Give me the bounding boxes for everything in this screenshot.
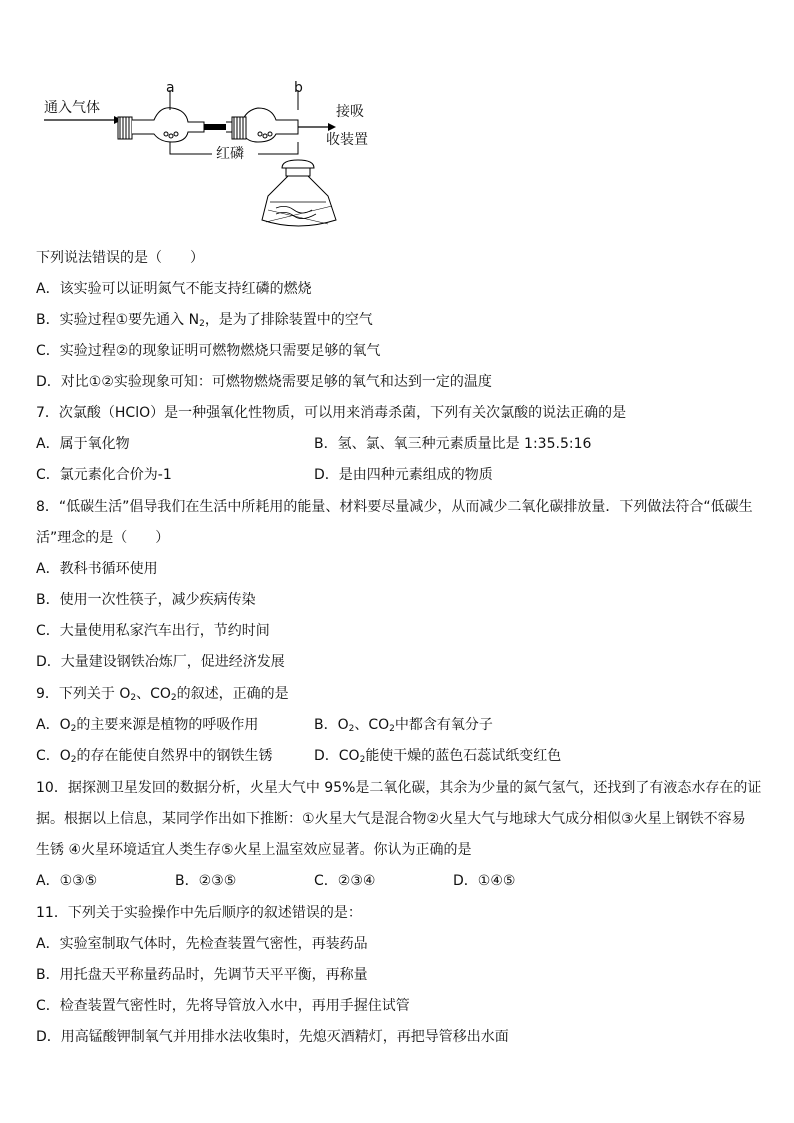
q8-option-a: A．教科书循环使用: [36, 561, 158, 577]
q10-option-b: B．②③⑤: [175, 873, 237, 889]
q10-option-c: C．②③④: [314, 873, 376, 889]
q11-option-b: B．用托盘天平称量药品时，先调节天平平衡，再称量: [36, 967, 368, 983]
q6-option-c: C．实验过程②的现象证明可燃物燃烧只需要足够的氧气: [36, 343, 381, 359]
q9-c-post: 的存在能使自然界中的钢铁生锈: [76, 748, 273, 764]
q10-stem-line-1: 10．据探测卫星发回的数据分析，火星大气中 95%是二氧化碳，其余为少量的氮气氢气，还找到了有液态水存在的证: [36, 780, 762, 796]
q7-option-a: A．属于氧化物: [36, 436, 130, 452]
q9-b-mid: 、CO: [354, 717, 390, 733]
q10-option-d: D．①④⑤: [453, 873, 516, 889]
q9-d-post: 能使干燥的蓝色石蕊试纸变红色: [365, 748, 562, 764]
outlet-label-1: 接吸: [336, 104, 364, 120]
q9-b-pre: B．O: [314, 717, 349, 733]
q6-option-a: A．该实验可以证明氮气不能支持红磷的燃烧: [36, 281, 312, 297]
q9-d-sub: 2: [359, 755, 366, 765]
q8-stem-line-1: 8．“低碳生活”倡导我们在生活中所耗用的能量、材料要尽量减少，从而减少二氧化碳排放量．下列做法符合“低碳生: [36, 499, 753, 515]
q9-stem-post: 的叙述，正确的是: [176, 686, 289, 702]
q10-stem-line-2: 据。根据以上信息，某同学作出如下推断：①火星大气是混合物②火星大气与地球大气成分相似③火星上钢铁不容易: [36, 811, 746, 827]
q11-stem: 11．下列关于实验操作中先后顺序的叙述错误的是：: [36, 905, 362, 921]
q9-b-sub-2: 2: [389, 724, 395, 734]
q9-option-b: [314, 715, 493, 735]
q9-b-post: 中都含有氧分子: [394, 717, 493, 733]
q8-stem-line-2: 活”理念的是（ ）: [36, 530, 170, 546]
outlet-label-2: 收装置: [326, 132, 368, 148]
q6-option-b: [36, 310, 373, 330]
q9-stem: [36, 684, 289, 704]
q6-b-post: ，是为了排除装置中的空气: [204, 312, 373, 328]
q8-option-d: D．大量建设钢铁冶炼厂，促进经济发展: [36, 654, 285, 670]
q10-option-a: A．①③⑤: [36, 873, 98, 889]
q7-option-c: C．氯元素化合价为-1: [36, 467, 172, 483]
q10-stem-line-3: 生锈 ④火星环境适宜人类生存⑤火星上温室效应显著。你认为正确的是: [36, 842, 472, 858]
q6-b-sub: 2: [199, 319, 205, 329]
q9-option-d: [314, 746, 561, 766]
q9-a-pre: A．O: [36, 717, 71, 733]
q9-option-a: [36, 715, 258, 735]
q9-a-post: 的主要来源是植物的呼吸作用: [76, 717, 259, 733]
q11-option-a: A．实验室制取气体时，先检查装置气密性，再装药品: [36, 936, 368, 952]
q7-option-d: D．是由四种元素组成的物质: [314, 467, 493, 483]
q6-b-pre: B．实验过程①要先通入 N: [36, 312, 200, 328]
q11-option-c: C．检查装置气密性时，先将导管放入水中，再用手握住试管: [36, 998, 410, 1014]
inlet-label: 通入气体: [44, 100, 100, 116]
apparatus-figure: [36, 80, 386, 240]
q9-d-pre: D．CO: [314, 748, 360, 764]
tube-label-a: a: [166, 80, 175, 96]
q8-option-c: C．大量使用私家汽车出行，节约时间: [36, 623, 270, 639]
q6-option-d: D．对比①②实验现象可知：可燃物燃烧需要足够的氧气和达到一定的温度: [36, 374, 492, 390]
q9-c-sub: 2: [70, 755, 77, 765]
q9-stem-pre: 9．下列关于 O: [36, 686, 131, 702]
q9-c-pre: C．O: [36, 748, 71, 764]
q9-b-sub-1: 2: [348, 724, 355, 734]
q9-stem-sub-2: 2: [170, 693, 177, 703]
q6-stem: 下列说法错误的是（ ）: [36, 250, 204, 266]
q9-a-sub: 2: [70, 724, 77, 734]
q7-stem: 7．次氯酸（HClO）是一种强氧化性物质，可以用来消毒杀菌，下列有关次氯酸的说法正确的是: [36, 405, 627, 421]
q9-option-c: [36, 746, 273, 766]
q9-stem-mid: 、CO: [136, 686, 171, 702]
red-phosphorus-label: 红磷: [216, 146, 244, 162]
q11-option-d: D．用高锰酸钾制氧气并用排水法收集时，先熄灭酒精灯，再把导管移出水面: [36, 1029, 509, 1045]
q9-stem-sub-1: 2: [130, 693, 137, 703]
tube-label-b: b: [294, 80, 303, 96]
q8-option-b: B．使用一次性筷子，减少疾病传染: [36, 592, 256, 608]
q7-option-b: B．氢、氯、氧三种元素质量比是 1:35.5:16: [314, 436, 592, 452]
